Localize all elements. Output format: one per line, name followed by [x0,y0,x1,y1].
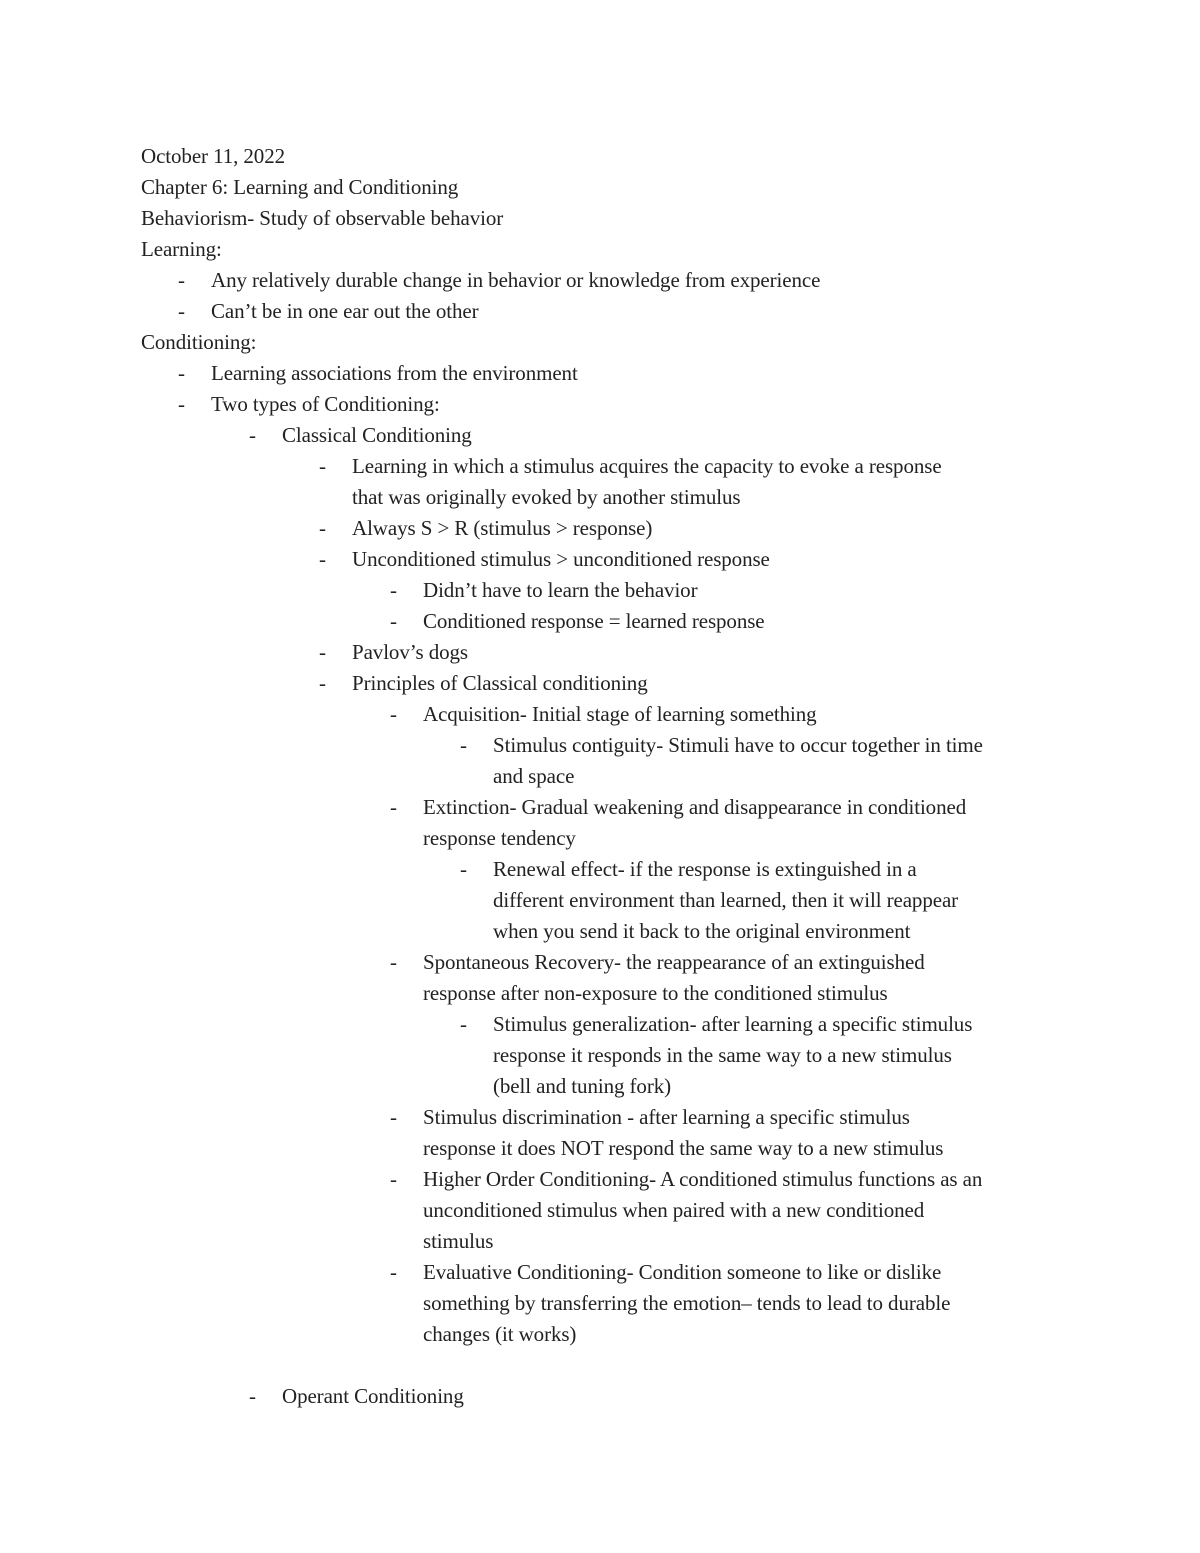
renewal-effect-cont: when you send it back to the original environment [493,919,911,943]
classical-definition-cont: that was originally evoked by another stimulus [352,485,741,509]
bullet-dash: - [390,702,397,726]
learning-item: Can’t be in one ear out the other [211,299,479,323]
evaluative-conditioning-cont: changes (it works) [423,1322,577,1346]
extinction: Extinction- Gradual weakening and disappearance in conditioned [423,795,967,819]
bullet-dash: - [319,516,326,540]
classical-definition: Learning in which a stimulus acquires the capacity to evoke a response [352,454,942,478]
learning-label: Learning: [141,237,222,261]
bullet-dash: - [178,392,185,416]
stimulus-generalization-cont: (bell and tuning fork) [493,1074,672,1098]
conditioned-response: Conditioned response = learned response [423,609,765,633]
chapter-title: Chapter 6: Learning and Conditioning [141,175,459,199]
bullet-dash: - [460,857,467,881]
conditioning-label: Conditioning: [141,330,257,354]
principles-heading: Principles of Classical conditioning [352,671,648,695]
conditioning-item: Two types of Conditioning: [211,392,440,416]
bullet-dash: - [319,547,326,571]
bullet-dash: - [319,671,326,695]
classical-conditioning-heading: Classical Conditioning [282,423,472,447]
bullet-dash: - [249,423,256,447]
stimulus-contiguity-cont: and space [493,764,575,788]
acquisition: Acquisition- Initial stage of learning something [423,702,817,726]
bullet-dash: - [390,950,397,974]
stimulus-generalization-cont: response it responds in the same way to a new stimulus [493,1043,952,1067]
bullet-dash: - [390,1167,397,1191]
bullet-dash: - [178,299,185,323]
conditioning-item: Learning associations from the environment [211,361,578,385]
evaluative-conditioning-cont: something by transferring the emotion– tends to lead to durable [423,1291,951,1315]
spontaneous-recovery: Spontaneous Recovery- the reappearance of an extinguished [423,950,925,974]
pavlov-dogs: Pavlov’s dogs [352,640,468,664]
unconditioned-stimulus: Unconditioned stimulus > unconditioned response [352,547,770,571]
renewal-effect: Renewal effect- if the response is extinguished in a [493,857,917,881]
stimulus-contiguity: Stimulus contiguity- Stimuli have to occur together in time [493,733,983,757]
higher-order-conditioning-cont: stimulus [423,1229,494,1253]
operant-conditioning-heading: Operant Conditioning [282,1384,464,1408]
extinction-cont: response tendency [423,826,576,850]
higher-order-conditioning-cont: unconditioned stimulus when paired with a new conditioned [423,1198,925,1222]
bullet-dash: - [390,609,397,633]
learning-item: Any relatively durable change in behavior or knowledge from experience [211,268,821,292]
stimulus-discrimination: Stimulus discrimination - after learning a specific stimulus [423,1105,910,1129]
stimulus-generalization: Stimulus generalization- after learning a specific stimulus [493,1012,973,1036]
spontaneous-recovery-cont: response after non-exposure to the conditioned stimulus [423,981,888,1005]
evaluative-conditioning: Evaluative Conditioning- Condition someone to like or dislike [423,1260,942,1284]
bullet-dash: - [460,733,467,757]
bullet-dash: - [460,1012,467,1036]
didnt-learn: Didn’t have to learn the behavior [423,578,698,602]
bullet-dash: - [319,640,326,664]
date-line: October 11, 2022 [141,144,286,168]
bullet-dash: - [390,578,397,602]
higher-order-conditioning: Higher Order Conditioning- A conditioned stimulus functions as an [423,1167,983,1191]
bullet-dash: - [178,268,185,292]
stimulus-discrimination-cont: response it does NOT respond the same way to a new stimulus [423,1136,944,1160]
bullet-dash: - [390,1105,397,1129]
renewal-effect-cont: different environment than learned, then it will reappear [493,888,959,912]
bullet-dash: - [319,454,326,478]
bullet-dash: - [390,795,397,819]
behaviorism-line: Behaviorism- Study of observable behavior [141,206,504,230]
bullet-dash: - [390,1260,397,1284]
always-sr: Always S > R (stimulus > response) [352,516,653,540]
bullet-dash: - [249,1384,256,1408]
bullet-dash: - [178,361,185,385]
